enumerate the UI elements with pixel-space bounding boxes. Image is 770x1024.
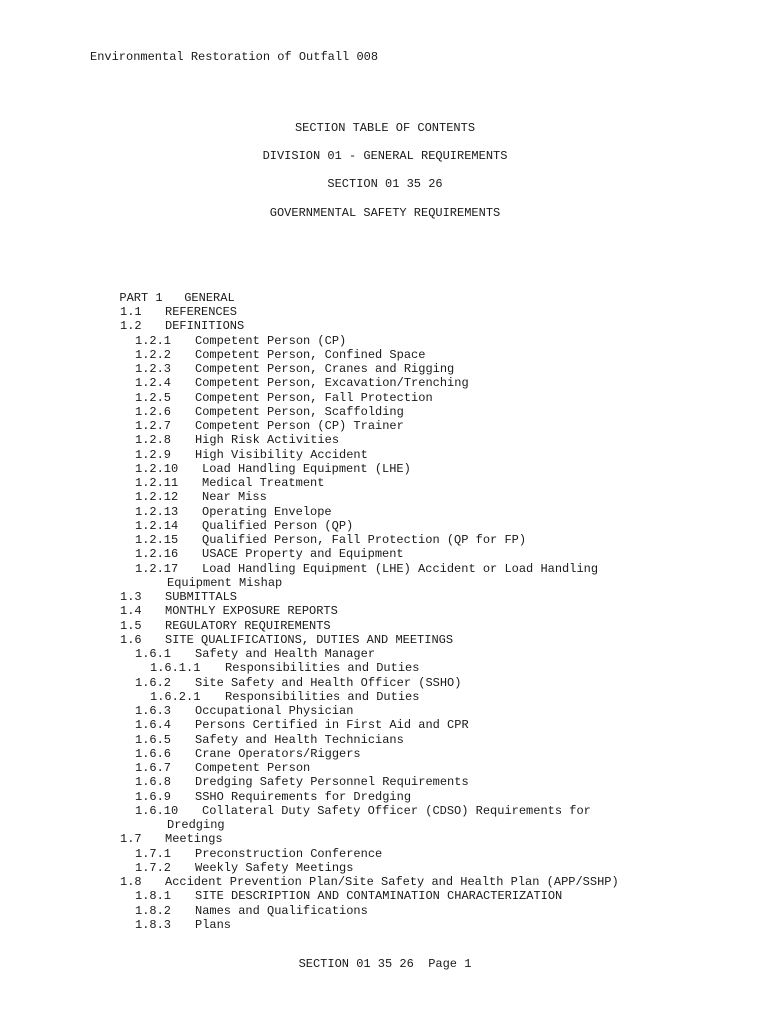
toc-entry-text: Preconstruction Conference xyxy=(195,846,383,861)
toc-entry xyxy=(135,861,353,875)
toc-entry xyxy=(135,704,353,718)
toc-entry-text: Load Handling Equipment (LHE) xyxy=(202,461,411,476)
toc-entry-text: Near Miss xyxy=(202,490,267,505)
toc-entry-number: 1.2.12 xyxy=(135,490,179,505)
toc-entry xyxy=(135,889,562,903)
toc-entry xyxy=(135,533,526,547)
toc-entry xyxy=(135,775,469,789)
toc-entry-text: SSHO Requirements for Dredging xyxy=(195,789,412,804)
toc-entry xyxy=(135,405,404,419)
toc-entry xyxy=(135,348,425,362)
toc-entry-text: REGULATORY REQUIREMENTS xyxy=(165,618,331,633)
toc-entry-number: 1.2.5 xyxy=(135,390,172,405)
toc-entry xyxy=(120,875,619,889)
toc-entry xyxy=(135,647,375,661)
toc-entry-text: Competent Person, Cranes and Rigging xyxy=(195,362,455,376)
toc-heading: SECTION TABLE OF CONTENTS xyxy=(294,121,476,135)
toc-entry-text: Competent Person, Excavation/Trenching xyxy=(195,376,469,391)
toc-entry xyxy=(135,790,411,804)
toc-entry xyxy=(135,334,346,348)
toc-entry-number: 1.6.1.1 xyxy=(150,661,201,676)
toc-entry-number: 1.6.9 xyxy=(135,789,172,804)
toc-entry-text: Persons Certified in First Aid and CPR xyxy=(195,718,469,733)
toc-entry-number: 1.7 xyxy=(120,832,142,847)
toc-entry-number: 1.2.13 xyxy=(135,504,179,519)
toc-entry-number: 1.7.1 xyxy=(135,846,172,861)
toc-entry-text: Dredging Safety Personnel Requirements xyxy=(195,775,469,790)
toc-entry-number: 1.2.16 xyxy=(135,547,179,562)
toc-entry xyxy=(135,804,591,818)
toc-entry-number: 1.4 xyxy=(120,604,142,619)
toc-entry-number: 1.2.10 xyxy=(135,461,179,476)
part-heading xyxy=(105,277,235,305)
toc-entry-text: Collateral Duty Safety Officer (CDSO) Requirements for xyxy=(202,803,591,818)
toc-entry xyxy=(120,619,331,633)
toc-entry-text: SITE QUALIFICATIONS, DUTIES AND MEETINGS xyxy=(165,632,454,647)
toc-entry-text: DEFINITIONS xyxy=(165,319,245,334)
toc-entry xyxy=(135,904,368,918)
toc-entry xyxy=(120,319,244,333)
toc-entry-number: 1.2.4 xyxy=(135,376,172,391)
toc-entry-number: 1.2.2 xyxy=(135,347,172,362)
toc-entry xyxy=(135,718,469,732)
toc-entry-number: 1.2.1 xyxy=(135,333,172,348)
toc-entry xyxy=(135,562,598,576)
toc-entry-text: SITE DESCRIPTION AND CONTAMINATION CHARACTERIZATION xyxy=(195,889,563,904)
toc-entry-number: 1.6 xyxy=(120,632,142,647)
toc-entry-text: Competent Person (CP) Trainer xyxy=(195,419,404,433)
toc-entry xyxy=(120,590,237,604)
toc-entry xyxy=(135,733,404,747)
toc-entry-text: Competent Person, Confined Space xyxy=(195,347,426,362)
toc-entry-number: 1.2.8 xyxy=(135,433,172,448)
toc-entry-number: 1.2 xyxy=(120,319,142,334)
toc-entry-text: Qualified Person (QP) xyxy=(202,518,354,533)
part-label: PART 1 xyxy=(119,291,163,305)
toc-entry-text: Site Safety and Health Officer (SSHO) xyxy=(195,675,462,690)
toc-entry-text: High Visibility Accident xyxy=(195,447,368,462)
page-footer: SECTION 01 35 26 Page 1 xyxy=(298,957,472,971)
toc-entry xyxy=(135,918,231,932)
toc-entry-number: 1.5 xyxy=(120,618,142,633)
toc-entry xyxy=(135,476,324,490)
toc-entry-number: 1.1 xyxy=(120,305,142,319)
toc-entry-text: MONTHLY EXPOSURE REPORTS xyxy=(165,604,338,619)
toc-entry-text: USACE Property and Equipment xyxy=(202,547,404,562)
toc-entry-number: 1.7.2 xyxy=(135,860,172,875)
toc-entry xyxy=(135,362,454,376)
toc-entry xyxy=(120,633,453,647)
toc-entry xyxy=(150,661,419,675)
toc-entry-continuation: Dredging xyxy=(167,818,225,832)
toc-entry-number: 1.6.10 xyxy=(135,803,179,818)
toc-entry-text: Accident Prevention Plan/Site Safety and Health Plan (APP/SSHP) xyxy=(165,875,619,889)
toc-entry-text: Occupational Physician xyxy=(195,704,354,718)
project-title: Environmental Restoration of Outfall 008 xyxy=(90,50,379,64)
section-number: SECTION 01 35 26 xyxy=(327,177,443,191)
toc-entry-number: 1.6.2.1 xyxy=(150,689,201,704)
toc-entry-number: 1.8.3 xyxy=(135,917,172,932)
toc-entry-number: 1.2.3 xyxy=(135,362,172,376)
toc-entry-continuation: Equipment Mishap xyxy=(167,575,283,590)
part-title: GENERAL xyxy=(184,291,235,305)
toc-entry xyxy=(120,832,223,846)
toc-entry-text: Competent Person (CP) xyxy=(195,333,347,348)
toc-entry-text: Responsibilities and Duties xyxy=(225,689,420,704)
toc-entry-number: 1.6.4 xyxy=(135,718,172,733)
toc-entry-text: Responsibilities and Duties xyxy=(225,661,420,676)
toc-entry xyxy=(120,604,338,618)
toc-entry-text: REFERENCES xyxy=(165,305,238,319)
toc-entry-number: 1.8 xyxy=(120,875,142,889)
toc-entry xyxy=(135,462,411,476)
toc-entry-text: Competent Person, Fall Protection xyxy=(195,390,433,405)
toc-entry-number: 1.2.7 xyxy=(135,419,172,433)
toc-entry-text: Competent Person, Scaffolding xyxy=(195,404,404,419)
toc-entry-text: Plans xyxy=(195,917,232,932)
toc-entry-number: 1.2.9 xyxy=(135,447,172,462)
toc-entry-text: High Risk Activities xyxy=(195,433,340,448)
division-title: DIVISION 01 - GENERAL REQUIREMENTS xyxy=(262,149,508,163)
toc-entry-text: Medical Treatment xyxy=(202,476,325,490)
toc-entry xyxy=(135,433,339,447)
toc-entry-number: 1.6.8 xyxy=(135,775,172,790)
toc-entry-number: 1.6.1 xyxy=(135,647,172,661)
toc-entry-number: 1.6.5 xyxy=(135,732,172,747)
toc-entry-text: Names and Qualifications xyxy=(195,903,368,918)
toc-entry-number: 1.8.2 xyxy=(135,903,172,918)
toc-entry-text: Competent Person xyxy=(195,761,311,775)
toc-entry-text: SUBMITTALS xyxy=(165,590,238,604)
toc-entry xyxy=(135,547,404,561)
toc-entry-text: Meetings xyxy=(165,832,223,847)
toc-entry-number: 1.6.6 xyxy=(135,746,172,761)
toc-entry xyxy=(135,448,368,462)
toc-entry xyxy=(135,505,332,519)
toc-entry-text: Load Handling Equipment (LHE) Accident or Load Handling xyxy=(202,561,599,576)
toc-entry xyxy=(135,391,433,405)
toc-entry-number: 1.2.15 xyxy=(135,533,179,547)
toc-entry xyxy=(135,376,469,390)
toc-entry-number: 1.3 xyxy=(120,590,142,604)
toc-entry-text: Safety and Health Technicians xyxy=(195,732,404,747)
toc-entry xyxy=(135,419,404,433)
toc-entry xyxy=(135,519,353,533)
toc-entry-text: Weekly Safety Meetings xyxy=(195,860,354,875)
toc-entry xyxy=(135,490,267,504)
toc-entry-text: Operating Envelope xyxy=(202,504,332,519)
toc-entry xyxy=(135,761,310,775)
toc-entry-text: Qualified Person, Fall Protection (QP for FP) xyxy=(202,533,527,547)
toc-entry-text: Safety and Health Manager xyxy=(195,647,376,661)
toc-entry xyxy=(150,690,419,704)
section-title: GOVERNMENTAL SAFETY REQUIREMENTS xyxy=(269,206,501,220)
toc-entry xyxy=(135,676,461,690)
toc-entry-number: 1.6.3 xyxy=(135,704,172,718)
toc-entry-text: Crane Operators/Riggers xyxy=(195,746,361,761)
toc-entry-number: 1.6.7 xyxy=(135,761,172,775)
toc-entry xyxy=(120,305,237,319)
toc-entry-number: 1.2.11 xyxy=(135,476,179,490)
toc-entry xyxy=(135,847,382,861)
toc-entry-number: 1.2.17 xyxy=(135,561,179,576)
toc-entry-number: 1.2.6 xyxy=(135,404,172,419)
toc-entry xyxy=(135,747,361,761)
toc-entry-number: 1.8.1 xyxy=(135,889,172,904)
toc-entry-number: 1.2.14 xyxy=(135,518,179,533)
toc-entry-number: 1.6.2 xyxy=(135,675,172,690)
